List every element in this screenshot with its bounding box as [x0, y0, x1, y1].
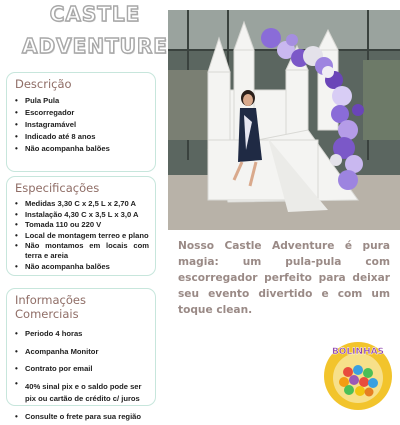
list-item: • Instalação 4,30 C x 3,5 L x 3,0 A — [15, 210, 149, 220]
list-item: • Pula Pula — [15, 95, 149, 107]
card-title-especificacoes: Especificações — [15, 181, 149, 195]
ball-pit-logo-icon — [318, 334, 398, 406]
list-item: • Periodo 4 horas — [15, 325, 149, 343]
list-item: • Consulte o frete para sua região — [15, 408, 149, 425]
list-item: • Acompanha Monitor — [15, 343, 149, 361]
list-item: • Contrato por email — [15, 360, 149, 378]
list-item: • Tomada 110 ou 220 V — [15, 220, 149, 230]
list-especificacoes — [15, 199, 149, 272]
title-line-2: ADVENTURE — [0, 34, 190, 58]
list-item: • 40% sinal pix e o saldo pode ser pix ou cartão de crédito c/ juros — [15, 378, 149, 408]
castle-photo — [168, 10, 400, 230]
list-item: • Instagramável — [15, 119, 149, 131]
card-title-informacoes: Informações Comerciais — [15, 293, 149, 321]
list-item: • Escorregador — [15, 107, 149, 119]
list-item: • Local de montagem terreo e plano — [15, 231, 149, 241]
list-descricao — [15, 95, 149, 155]
bolinhas-logo — [318, 334, 398, 406]
logo-text: BOLINHAS — [332, 347, 384, 357]
list-item: • Não montamos em locais com terra e areia — [15, 241, 149, 261]
description-text: Nosso Castle Adventure é pura magia: um pula-pula com escorregador perfeito para deixar seu evento divertido e com um toque clean. — [178, 238, 390, 318]
card-especificacoes — [6, 176, 156, 276]
card-informacoes — [6, 288, 156, 406]
list-item: • Não acompanha balões — [15, 143, 149, 155]
list-item: • Não acompanha balões — [15, 262, 149, 272]
castle-photo-image — [168, 10, 400, 230]
list-item: • Indicado até 8 anos — [15, 131, 149, 143]
list-informacoes — [15, 325, 149, 425]
card-descricao — [6, 72, 156, 172]
list-item: • Medidas 3,30 C x 2,5 L x 2,70 A — [15, 199, 149, 209]
title-line-1: CASTLE — [0, 2, 190, 26]
card-title-descricao: Descrição — [15, 77, 149, 91]
